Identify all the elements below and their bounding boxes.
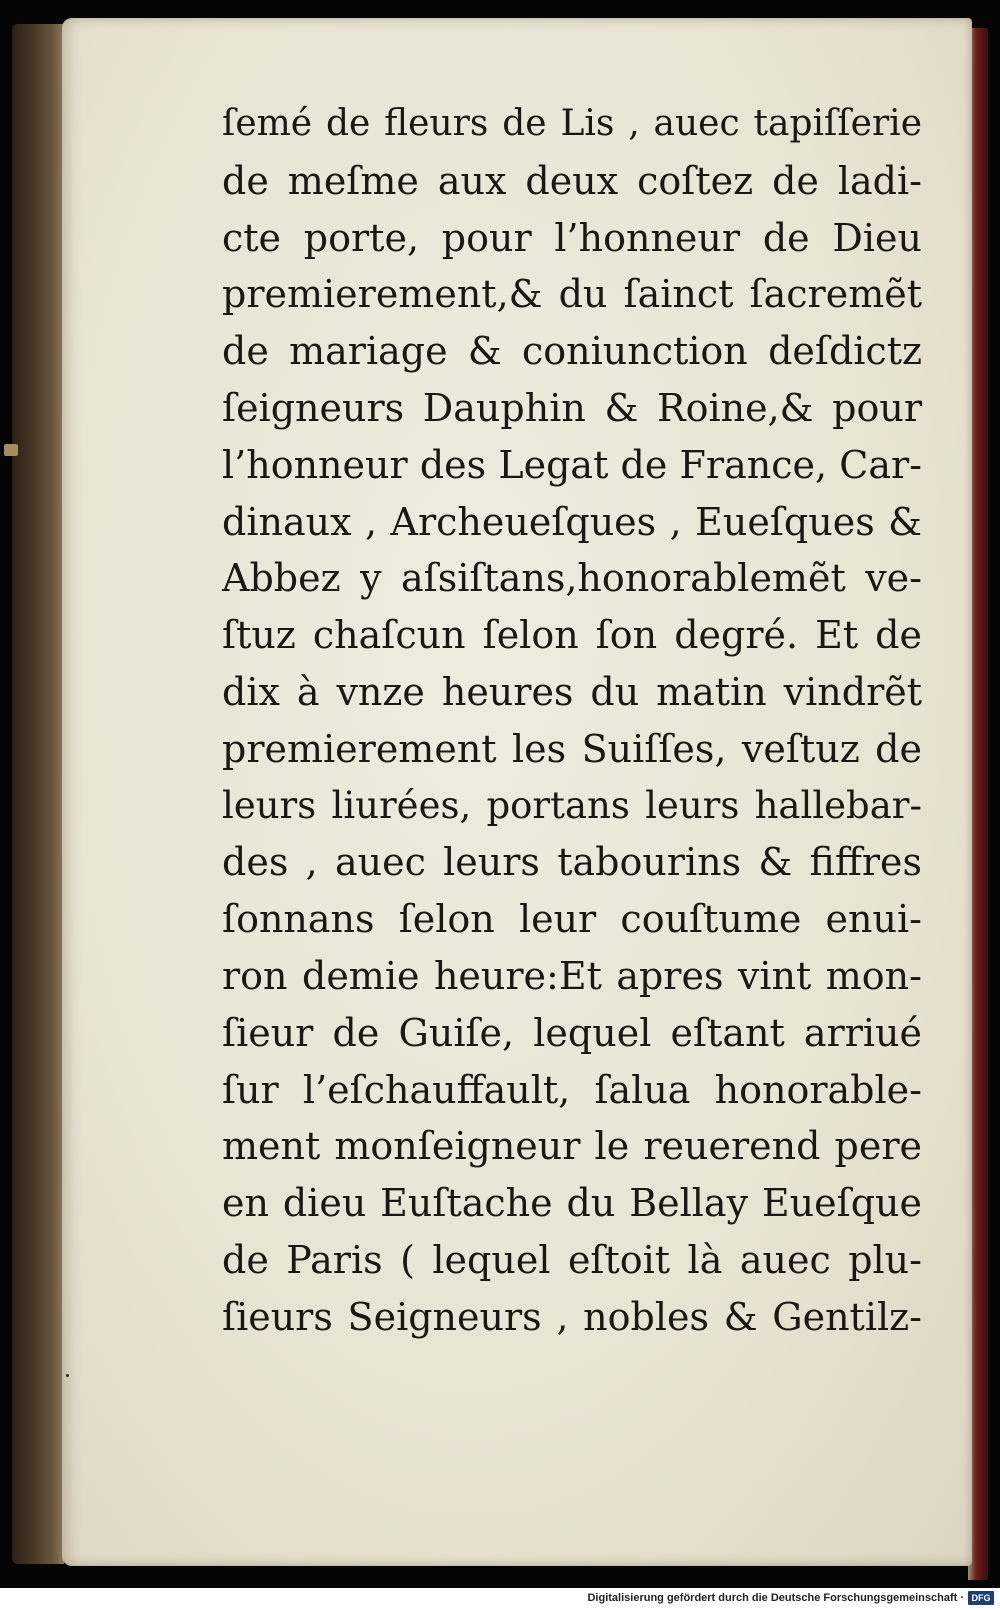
text-line: leurs liurées, portans leurs hallebar-: [222, 783, 922, 827]
text-line: ſeigneurs Dauphin & Roine,& pour: [222, 385, 922, 430]
text-line: ſemé de fleurs de Lis , auec tapiſſerie: [222, 103, 922, 144]
text-line: ron demie heure:Et apres vint mon-: [222, 953, 922, 998]
funding-credit: Digitalisierung gefördert durch die Deutsche Forschungsgemeinschaft ·: [587, 1592, 964, 1604]
text-line: des , auec leurs tabourins & fiffres: [222, 840, 922, 885]
page-marker-tab: [4, 444, 18, 456]
text-line: ſur l’eſchauffault, ſalua honorable-: [222, 1067, 922, 1112]
text-line: dix à vnze heures du matin vindrẽt: [222, 669, 922, 714]
dfg-logo: DFG: [968, 1591, 994, 1605]
text-line: Abbez y aſsiſtans,honorablemẽt ve-: [222, 556, 922, 601]
ink-dot: [66, 1374, 69, 1377]
text-line: l’honneur des Legat de France, Car-: [222, 442, 922, 487]
footer-bar: [0, 1588, 1000, 1610]
book-left-edge: [12, 24, 64, 1564]
text-line: ſonnans ſelon leur couſtume enui-: [222, 897, 922, 942]
text-line: ſieur de Guiſe, lequel eſtant arriué: [222, 1010, 922, 1055]
text-line: premierement les Suiſſes, veſtuz de: [222, 726, 922, 771]
text-line: ment monſeigneur le reuerend pere: [222, 1124, 922, 1169]
text-line: de Paris ( lequel eſtoit là auec plu-: [222, 1237, 922, 1282]
text-line: ſtuz chaſcun ſelon ſon degré. Et de: [222, 613, 922, 658]
text-line: en dieu Euſtache du Bellay Eueſque: [222, 1181, 922, 1226]
text-line: dinaux , Archeueſques , Eueſques &: [222, 499, 922, 544]
text-line: cte porte, pour l’honneur de Dieu: [222, 215, 922, 260]
text-line: de mariage & coniunction deſdictz: [222, 329, 922, 374]
text-line: de meſme aux deux coſtez de ladi-: [222, 158, 922, 203]
text-line: ſieurs Seigneurs , nobles & Gentilz-: [222, 1294, 922, 1339]
text-line: premierement,& du ſainct ſacremẽt: [222, 272, 922, 317]
page-text: [222, 96, 922, 1346]
